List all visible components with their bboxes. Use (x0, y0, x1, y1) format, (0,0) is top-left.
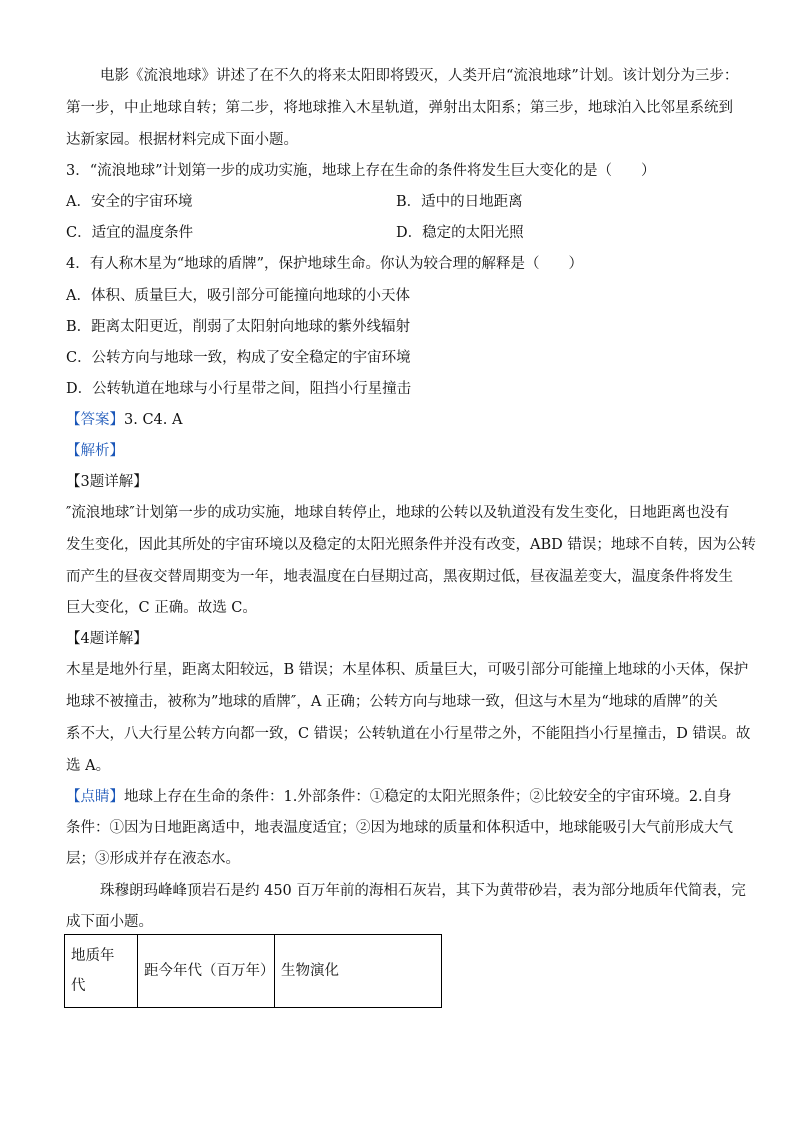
answer-tag: 【答案】 (66, 412, 124, 428)
detail-4-line-4: 选 A。 (66, 758, 111, 774)
question-3-option-b: B．适中的日地距离 (396, 194, 523, 210)
answer-line (66, 410, 736, 430)
table-header-era-line-1: 地质年 (71, 948, 115, 964)
question-3-option-c: C．适宜的温度条件 (66, 225, 194, 241)
detail-3-line-3: 而产生的昼夜交替周期变为一年，地表温度在白昼期过高，黑夜期过低，昼夜温差变大，温度条件将发生 (66, 569, 733, 585)
intro-line-1: 电影《流浪地球》讲述了在不久的将来太阳即将毁灭，人类开启“流浪地球”计划。该计划分为三步： (100, 68, 739, 84)
question-4-option-c: C．公转方向与地球一致，构成了安全稳定的宇宙环境 (66, 350, 411, 366)
table-row (65, 935, 442, 1008)
detail-3-line-4: 巨大变化，C 正确。故选 C。 (66, 600, 257, 616)
dianjing-text-1: 地球上存在生命的条件：1.外部条件：①稳定的太阳光照条件；②比较安全的宇宙环境。2.自身 (124, 789, 732, 805)
geologic-time-table (64, 934, 442, 1008)
detail-4-line-3: 系不大，八大行星公转方向都一致，C 错误；公转轨道在小行星带之外，不能阻挡小行星撞击，D 错误。故 (66, 726, 751, 742)
dianjing-tag: 【点睛】 (66, 789, 124, 805)
detail-3-line-2: 发生变化，因此其所处的宇宙环境以及稳定的太阳光照条件并没有改变，ABD 错误；地球不自转，因为公转 (66, 537, 756, 553)
intro-line-3: 达新家园。根据材料完成下面小题。 (66, 132, 298, 148)
dianjing-line-2: 条件：①因为日地距离适中，地表温度适宜；②因为地球的质量和体积适中，地球能吸引大气前形成大气 (66, 820, 733, 836)
detail-4-heading: 【4题详解】 (66, 631, 148, 647)
intro2-line-2: 成下面小题。 (66, 914, 153, 930)
table-header-era (65, 935, 138, 1008)
analysis-tag (66, 441, 736, 461)
dianjing-line-1 (66, 787, 736, 807)
intro-line-2: 第一步，中止地球自转；第二步，将地球推入木星轨道，弹射出太阳系；第三步，地球泊入比邻星系统到 (66, 100, 733, 116)
answer-text: 3. C4. A (124, 412, 183, 428)
dianjing-line-3: 层；③形成并存在液态水。 (66, 851, 240, 867)
detail-3-line-1: ″流浪地球″计划第一步的成功实施，地球自转停止，地球的公转以及轨道没有发生变化，日地距离也没有 (66, 505, 730, 521)
detail-4-line-1: 木星是地外行星，距离太阳较远，B 错误；木星体积、质量巨大，可吸引部分可能撞上地球的小天体，保护 (66, 662, 749, 678)
question-4-option-b: B．距离太阳更近，削弱了太阳射向地球的紫外线辐射 (66, 319, 411, 335)
question-3-option-a: A．安全的宇宙环境 (66, 194, 193, 210)
detail-4-line-2: 地球不被撞击，被称为”地球的盾牌″，A 正确；公转方向与地球一致，但这与木星为“地球的盾牌”的关 (66, 694, 718, 710)
detail-3-heading: 【3题详解】 (66, 474, 148, 490)
question-3-stem: 3．“流浪地球”计划第一步的成功实施，地球上存在生命的条件将发生巨大变化的是（ ） (66, 163, 656, 179)
question-4-option-d: D．公转轨道在地球与小行星带之间，阻挡小行星撞击 (66, 381, 412, 397)
question-3-option-d: D．稳定的太阳光照 (396, 225, 524, 241)
question-4-stem: 4．有人称木星为“地球的盾牌”，保护地球生命。你认为较合理的解释是（ ） (66, 256, 584, 272)
analysis-tag-text: 【解析】 (66, 443, 124, 459)
table-header-age: 距今年代（百万年） (138, 935, 275, 1008)
table-header-evolution: 生物演化 (275, 935, 442, 1008)
intro2-line-1: 珠穆朗玛峰峰顶岩石是约 450 百万年前的海相石灰岩，其下为黄带砂岩，表为部分地质年代简表，完 (100, 883, 746, 899)
table-header-era-line-2: 代 (71, 978, 86, 994)
question-4-option-a: A．体积、质量巨大，吸引部分可能撞向地球的小天体 (66, 288, 410, 304)
